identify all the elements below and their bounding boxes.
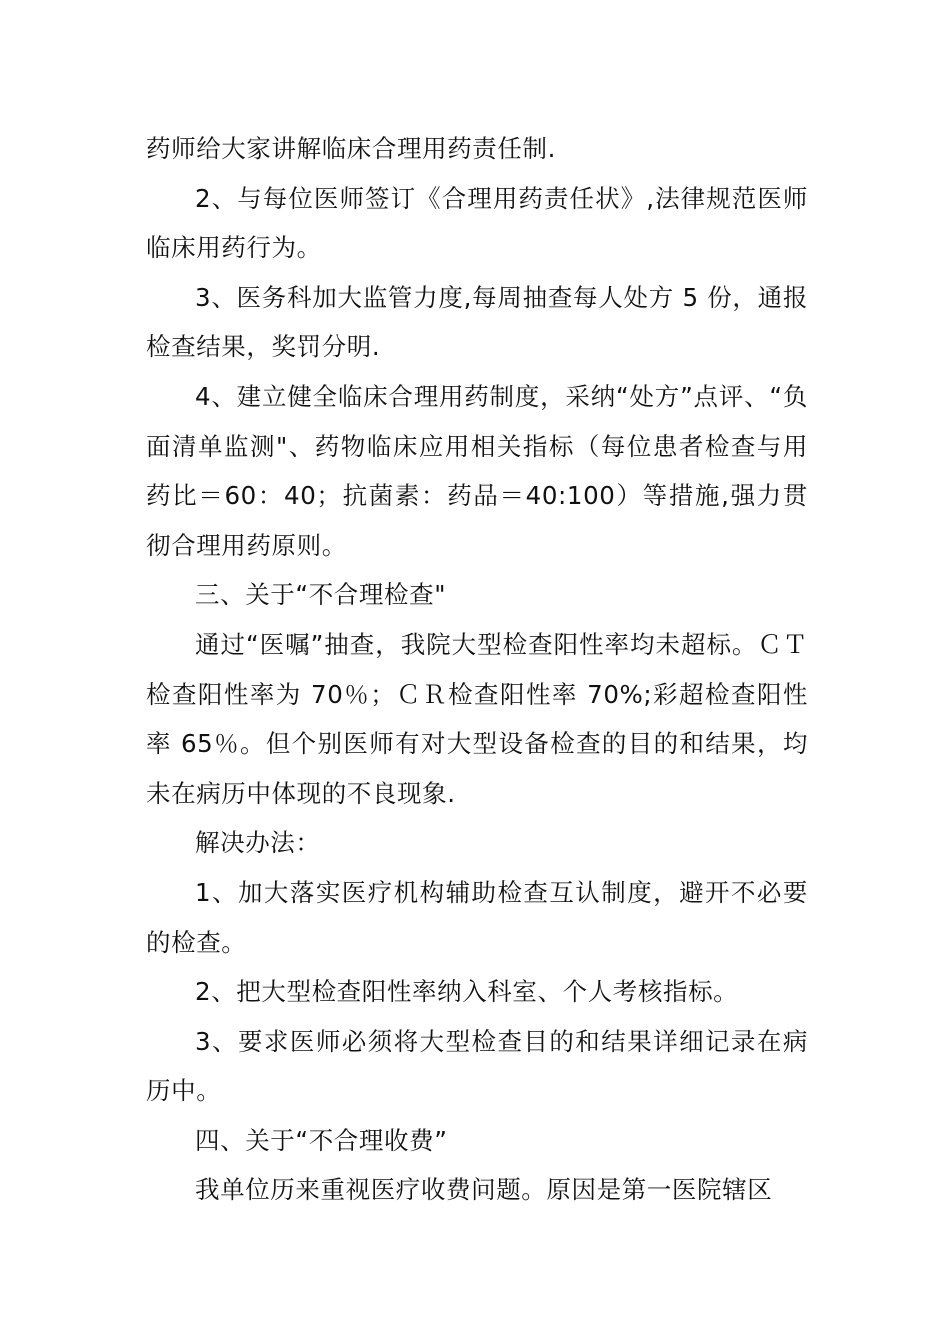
paragraph: 2、把大型检查阳性率纳入科室、个人考核指标。 <box>195 977 739 1007</box>
paragraph: 药师给大家讲解临床合理用药责任制. <box>146 134 556 163</box>
section-heading: 四、关于“不合理收费” <box>195 1125 448 1155</box>
section-heading: 三、关于“不合理检查" <box>195 580 447 610</box>
paragraph: 3、要求医师必须将大型检查目的和结果详细记录在病历中。 <box>146 1026 808 1106</box>
document-body <box>146 124 808 1215</box>
subheading: 解决办法： <box>195 828 321 858</box>
paragraph: 通过“医嘱”抽查，我院大型检查阳性率均未超标。ＣＴ检查阳性率为 70％；ＣＲ检查阳性率 70%;彩超检查阳性率 65％。但个别医师有对大型设备检查的目的和结果，均未在病历中体现的不良现象. <box>146 629 808 808</box>
paragraph: 1、加大落实医疗机构辅助检查互认制度，避开不必要的检查。 <box>146 877 808 957</box>
paragraph: 我单位历来重视医疗收费问题。原因是第一医院辖区 <box>195 1175 773 1205</box>
paragraph: 2、与每位医师签订《合理用药责任状》,法律规范医师临床用药行为。 <box>146 183 808 263</box>
paragraph: 4、建立健全临床合理用药制度，采纳“处方”点评、“负面清单监测"、药物临床应用相关指标（每位患者检查与用药比＝60：40；抗菌素：药品＝40:100）等措施,强力贯彻合理用药原则。 <box>146 381 808 560</box>
paragraph: 3、医务科加大监管力度,每周抽查每人处方 5 份，通报检查结果，奖罚分明. <box>146 282 808 362</box>
